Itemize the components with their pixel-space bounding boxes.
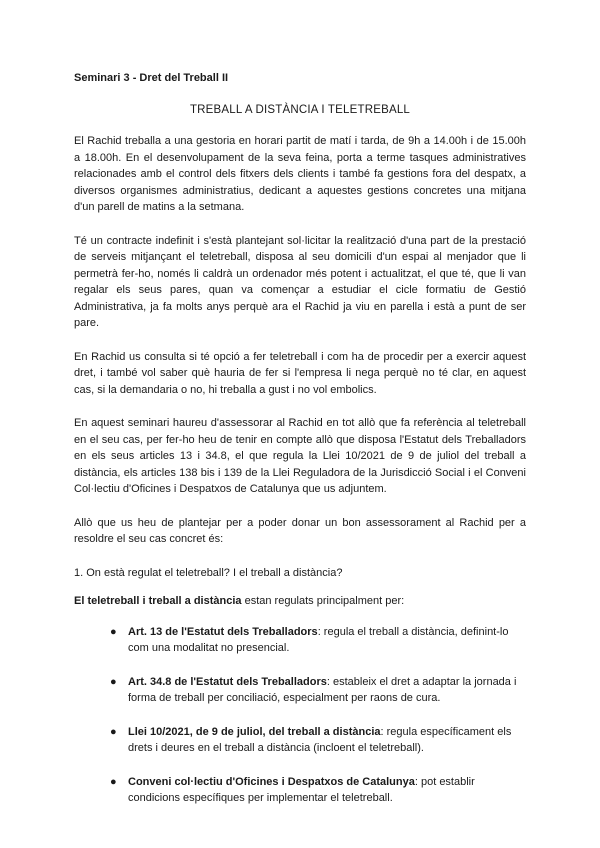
list-item-bold: Art. 13 de l'Estatut dels Treballadors <box>128 625 318 638</box>
bullet-icon: ● <box>110 675 117 688</box>
bullet-icon: ● <box>110 775 117 788</box>
lead-rest: estan regulats principalment per: <box>241 595 405 607</box>
list-item <box>110 624 526 657</box>
list-item-text: : regula el treball a distància, definint-lo com una modalitat no presencial. <box>128 625 509 654</box>
paragraph-1: El Rachid treballa a una gestoria en horari partit de matí i tarda, de 9h a 14.00h i de 15.00h a 18.00h. En el desenvolupament de la seva feina, porta a terme tasques administratives relacionades amb el control dels fitxers dels clients i també fa gestions fora del despatx, a diversos organismes administratius, dedicant a aquestes gestions concretes una mitjana d'un parell de matins a la setmana. <box>74 135 526 213</box>
paragraph-3: En Rachid us consulta si té opció a fer teletreball i com ha de procedir per a exercir aquest dret, i també vol saber què hauria de fer si l'empresa li nega perquè no té clar, en aquest cas, si la demandaria o no, hi treballa a gust i no vol embolics. <box>74 350 526 396</box>
list-item-text: : estableix el dret a adaptar la jornada i forma de treball per conciliació, especialment per raons de cura. <box>128 675 517 704</box>
list-item-bold: Conveni col·lectiu d'Oficines i Despatxos de Catalunya <box>128 775 415 788</box>
list-item <box>110 674 526 707</box>
list-item-bold: Llei 10/2021, de 9 de juliol, del treball a distància <box>128 725 381 738</box>
paragraph-2: Té un contracte indefinit i s'està plantejant sol·licitar la realització d'una part de la prestació de serveis mitjançant el teletreball, disposa al seu domicili d'un espai al menjador que li permetrà fer-ho, només li caldrà un ordenador més potent i actualitzat, el que té, que li van regalar els seus pares, quan va començar a estudiar el cicle formatiu de Gestió Administrativa, ja fa molts anys perquè ara el Rachid ja viu en parella i està a punt de ser pare. <box>74 234 526 329</box>
bullet-icon: ● <box>110 625 117 638</box>
list-item-text: : pot establir condicions específiques per implementar el teletreball. <box>128 775 475 804</box>
list-item-text: : regula específicament els drets i deures en el treball a distància (incloent el teletreball). <box>128 725 512 754</box>
paragraph-4: En aquest seminari haureu d'assessorar al Rachid en tot allò que fa referència al teletreball en el seu cas, per fer-ho heu de tenir en compte allò que disposa l'Estatut dels Treballadors en els seus articles 13 i 34.8, el que regula la Llei 10/2021 de 9 de juliol del treball a distància, els articles 138 bis i 139 de la Llei Reguladora de la Jurisdicció Social i el Conveni Col·lectiu d'Oficines i Despatxos de Catalunya que us adjuntem. <box>74 417 526 495</box>
bullet-icon: ● <box>110 725 117 738</box>
lead-sentence <box>74 593 526 610</box>
list-item <box>110 774 526 807</box>
question-1: 1. On està regulat el teletreball? I el treball a distància? <box>74 566 343 579</box>
document-header: Seminari 3 - Dret del Treball II <box>74 72 229 84</box>
paragraph-5: Allò que us heu de plantejar per a poder donar un bon assessorament al Rachid per a resoldre el seu cas concret és: <box>74 516 526 545</box>
list-item-bold: Art. 34.8 de l'Estatut dels Treballadors <box>128 675 327 688</box>
lead-bold: El teletreball i treball a distància <box>74 595 242 607</box>
regulation-list <box>74 624 526 807</box>
list-item <box>110 724 526 757</box>
document-title: TREBALL A DISTÀNCIA I TELETREBALL <box>189 104 411 116</box>
